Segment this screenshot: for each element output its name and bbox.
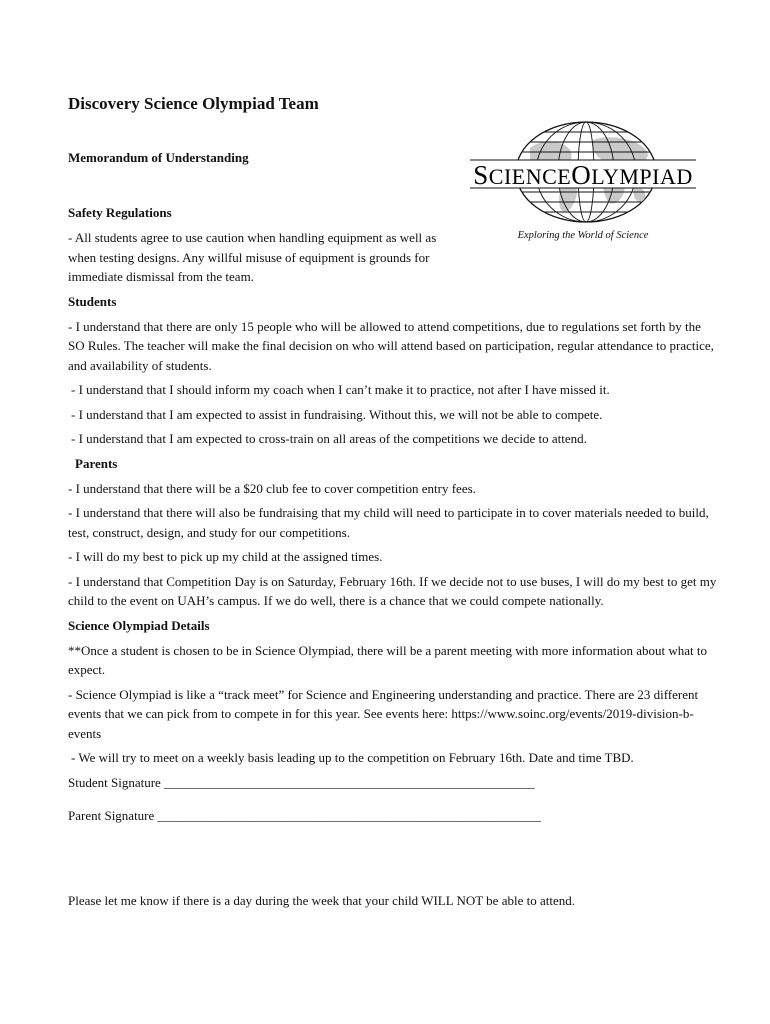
logo-letter-o: O	[571, 160, 592, 190]
safety-text: - All students agree to use caution when handling equipment as well as when testing designs. Any willful misuse of equipment is grounds for immediate dismissal from the team.	[68, 230, 437, 284]
students-heading: Students	[68, 293, 117, 309]
logo-word-lympiad: LYMPIAD	[591, 164, 693, 189]
details-item: - Science Olympiad is like a “track meet” for Science and Engineering understanding and practice. There are 23 different events that we can pick from to compete in for this year. See events here: https://www.soinc.org/events/2019-division-b-events	[68, 686, 699, 741]
page-title: Discovery Science Olympiad Team	[68, 94, 319, 113]
students-item: - I understand that I am expected to assist in fundraising. Without this, we will not be able to compete.	[71, 406, 603, 422]
details-item: - We will try to meet on a weekly basis leading up to the competition on February 16th. Date and time TBD.	[71, 750, 634, 765]
memo-heading: Memorandum of Understanding	[68, 150, 249, 165]
document-body	[68, 203, 718, 839]
students-item: - I understand that there are only 15 people who will be allowed to attend competitions, due to regulations set forth by the SO Rules. The teacher will make the final decision on who will attend based on participation, regular attendance to practice, and availability of students.	[68, 318, 714, 373]
logo-wordmark	[468, 162, 698, 190]
parents-item: - I understand that Competition Day is on Saturday, February 16th. If we decide not to use buses, I will do my best to get my child to the event on UAH’s campus. If we do well, there is a chance that we could compete nationally.	[68, 573, 717, 608]
details-heading: Science Olympiad Details	[68, 617, 210, 633]
details-item: **Once a student is chosen to be in Science Olympiad, there will be a parent meeting with more information about what to expect.	[68, 642, 707, 677]
logo-tagline: Exploring the World of Science	[517, 230, 649, 241]
students-item: - I understand that I should inform my coach when I can’t make it to practice, not after I have missed it.	[71, 382, 610, 397]
parents-item: - I understand that there will be a $20 club fee to cover competition entry fees.	[68, 480, 476, 496]
parent-signature-line: Parent Signature ___________________________________________________________	[68, 807, 542, 823]
attendance-note: Please let me know if there is a day during the week that your child WILL NOT be able to attend.	[68, 893, 575, 908]
logo-word-cience: CIENCE	[488, 164, 572, 189]
student-signature-line: Student Signature _________________________________________________________	[68, 774, 535, 790]
logo-letter-s: S	[473, 160, 489, 190]
parents-item: - I will do my best to pick up my child at the assigned times.	[68, 549, 383, 564]
safety-heading: Safety Regulations	[68, 205, 172, 220]
students-item: - I understand that I am expected to cross-train on all areas of the competitions we decide to attend.	[71, 431, 587, 446]
parents-heading: Parents	[75, 455, 118, 471]
parents-item: - I understand that there will also be fundraising that my child will need to participate in to cover materials needed to build, test, construct, design, and study for our competitions.	[68, 505, 709, 540]
